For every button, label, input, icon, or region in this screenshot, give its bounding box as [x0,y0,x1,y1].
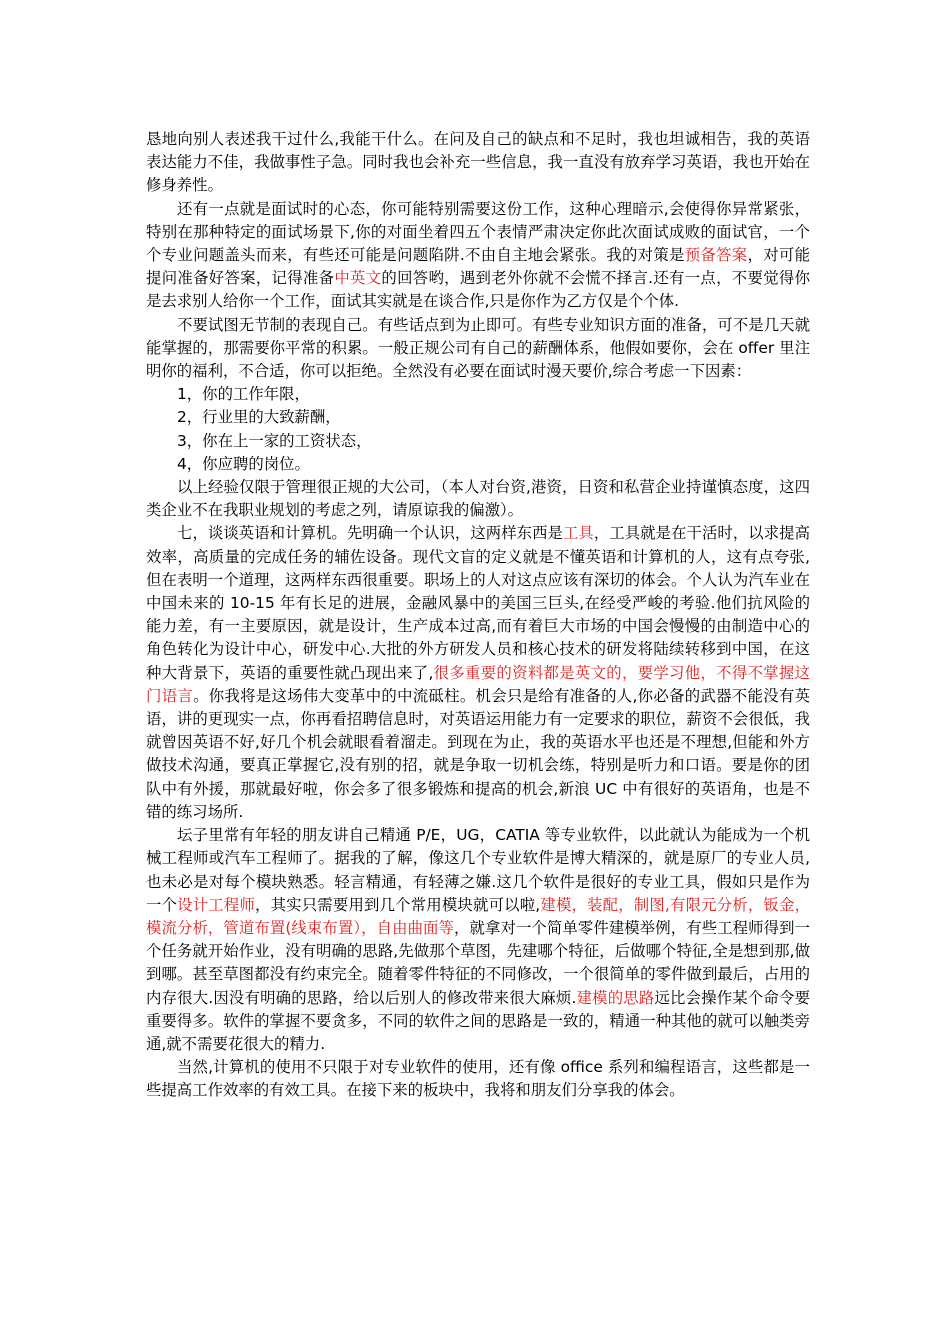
text-run: 还有一点就是面试时的心态，你可能特别需要这份工作，这种心理暗示,会使得你异常紧张，特别在那种特定的面试场景下,你的对面坐着四五个表情严肃决定你此次面试成败的面试官，一个个专业问题盖头而来，有些还可能是问题陷阱.不由自主地会紧张。我的对策是 [146,199,810,265]
text-run: 1，你的工作年限， [177,385,310,404]
text-run: 。你我将是这场伟大变革中的中流砥柱。机会只是给有准备的人,你必备的武器不能没有英语，讲的更现实一点，你再看招聘信息时，对英语运用能力有一定要求的职位，薪资不会很低，我就曾因英语不好,好几个机会就眼看着溜走。到现在为止，我的英语水平也还是不理想,但能和外方做技术沟通，要真正掌握它,没有别的招，就是争取一切机会练，特别是听力和口语。要是你的团队中有外援，那就最好啦，你会多了很多锻炼和提高的机会,新浪 UC 中有很好的英语角，也是不错的练习场所. [146,686,810,821]
text-run: 远比会操作某个命令要重要得多。软件的掌握不要贪多，不同的软件之间的思路是一致的，精通一种其他的就可以触类旁通,就不需要花很大的精力. [146,988,810,1053]
highlighted-text: 建模，装配，制图,有限元分析，钣金，模流分析，管道布置(线束布置），自由曲面等 [146,895,810,937]
paragraph [146,128,810,198]
paragraph [146,314,810,384]
document-body [146,128,810,1103]
paragraph [146,522,810,824]
text-run: 当然,计算机的使用不只限于对专业软件的使用，还有像 office 系列和编程语言，这些都是一些提高工作效率的有效工具。在接下来的板块中，我将和朋友们分享我的体会。 [146,1058,810,1100]
text-run: 以上经验仅限于管理很正规的大公司，（本人对台资,港资，日资和私营企业持谨慎态度，这四类企业不在我职业规划的考虑之列，请原谅我的偏激）。 [146,478,810,520]
text-run: 七，谈谈英语和计算机。先明确一个认识，这两样东西是 [177,524,563,543]
list-item [146,453,810,476]
text-run: ，对可能提问准备好答案，记得准备 [146,246,810,288]
highlighted-text: 设计工程师 [177,895,256,914]
list-item [146,406,810,429]
text-run: 恳地向别人表述我干过什么,我能干什么。在问及自己的缺点和不足时，我也坦诚相告，我的英语表达能力不佳，我做事性子急。同时我也会补充一些信息，我一直没有放弃学习英语，我也开始在修身养性。 [146,130,810,195]
highlighted-text: 很多重要的资料都是英文的，要学习他，不得不掌握这门语言 [146,663,810,705]
paragraph [146,824,810,1056]
text-run: ，其实只需要用到几个常用模块就可以啦, [255,895,541,914]
paragraph [146,198,810,314]
text-run: 2，行业里的大致薪酬， [177,408,341,427]
highlighted-text: 建模的思路 [576,988,655,1007]
highlighted-text: 中英文 [334,269,382,288]
text-run: 坛子里常有年轻的朋友讲自己精通 P/E，UG，CATIA 等专业软件，以此就认为能成为一个机械工程师或汽车工程师了。据我的了解，像这几个专业软件是博大精深的，就是原厂的专业人员,也未必是对每个模块熟悉。轻言精通，有轻薄之嫌.这几个软件是很好的专业工具，假如只是作为一个 [146,826,810,914]
text-run: 不要试图无节制的表现自己。有些话点到为止即可。有些专业知识方面的准备，可不是几天就能掌握的，那需要你平常的积累。一般正规公司有自己的薪酬体系，他假如要你，会在 offer 里注明你的福利，不合适，你可以拒绝。全然没有必要在面试时漫天要价,综合考虑一下因素： [146,315,810,381]
paragraph [146,476,810,522]
text-run: 的回答哟，遇到老外你就不会慌不择言.还有一点，不要觉得你是去求别人给你一个工作，面试其实就是在谈合作,只是你作为乙方仅是个个体. [146,269,810,311]
text-run: 3，你在上一家的工资状态， [177,431,372,450]
text-run: ，工具就是在干活时，以求提高效率，高质量的完成任务的辅佐设备。现代文盲的定义就是不懂英语和计算机的人，这有点夸张,但在表明一个道理，这两样东西很重要。职场上的人对这点应该有深切的体会。个人认为汽车业在中国未来的 10-15 年有长足的进展，金融风暴中的美国三巨头,在经受严峻的考验.他们抗风险的能力差，有一主要原因，就是设计，生产成本过高,而有着巨大市场的中国会慢慢的由制造中心的角色转化为设计中心，研发中心.大批的外方研发人员和核心技术的研发将陆续转移到中国，在这种大背景下，英语的重要性就凸现出来了, [146,524,810,682]
paragraph [146,1056,810,1102]
highlighted-text: 工具 [562,524,594,543]
text-run: ，就拿对一个简单零件建模举例，有些工程师得到一个任务就开始作业，没有明确的思路,先做那个草图，先建哪个特征，后做哪个特征,全是想到那,做到哪。甚至草图都没有约束完全。随着零件特征的不同修改，一个很简单的零件做到最后，占用的内存很大.因没有明确的思路，给以后别人的修改带来很大麻烦. [146,918,810,1007]
highlighted-text: 预备答案 [684,246,748,265]
list-item [146,430,810,453]
list-item [146,383,810,406]
text-run: 4，你应聘的岗位。 [177,454,310,473]
